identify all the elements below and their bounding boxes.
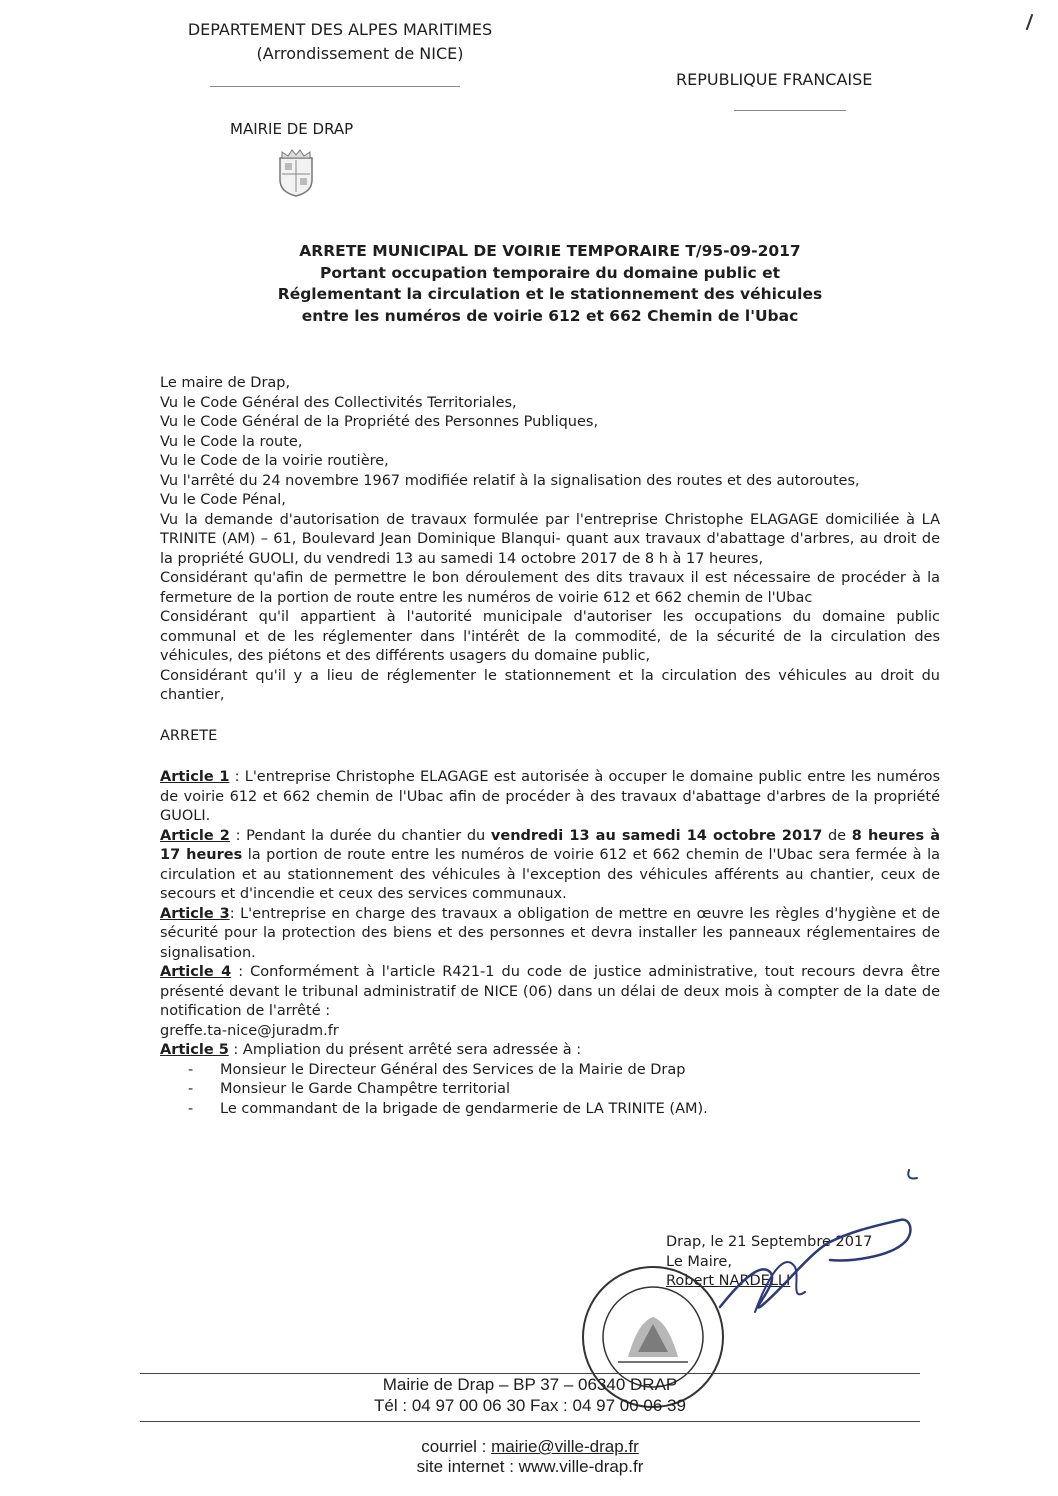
preamble-line: Considérant qu'il y a lieu de réglementer le stationnement et la circulation des véhicules au droit du chantier,: [160, 667, 940, 703]
article-4: [160, 963, 940, 1022]
article-2: [160, 827, 940, 905]
article-5: [160, 1041, 940, 1061]
preamble-line: Considérant qu'afin de permettre le bon déroulement des dits travaux il est nécessaire de procéder à la fermeture de la portion de route entre les numéros de voirie 612 et 662 chemin de l'Ubac: [160, 570, 940, 606]
article-1-text: : L'entreprise Christophe ELAGAGE est autorisée à occuper le domaine public entre les numéros de voirie 612 et 662 chemin de l'Ubac afin de procéder à des travaux d'abattage d'arbres de la propriété GUOLI.: [160, 769, 940, 824]
coat-of-arms-icon: [276, 148, 316, 198]
article-2-text-c: la portion de route entre les numéros de voirie 612 et 662 chemin de l'Ubac sera fermée à la circulation et au stationnement des véhicules à l'exception des véhicules afférents au chantier, ceux de secours et d'incendie et ceux des services communaux.: [160, 847, 940, 902]
website-link[interactable]: www.ville-drap.fr: [518, 1457, 644, 1476]
header-left: [140, 18, 540, 66]
signatory-name: Robert NARDELLI: [666, 1273, 791, 1289]
title-line-2: Portant occupation temporaire du domaine public et: [319, 263, 781, 282]
pen-mark-icon: [905, 1168, 919, 1184]
footer-divider-2: [140, 1421, 920, 1422]
preamble-line: Vu le Code la route,: [160, 433, 303, 450]
mairie-name: MAIRIE DE DRAP: [230, 120, 354, 138]
place-date: Drap, le 21 Septembre 2017: [666, 1234, 873, 1250]
arrete-heading: ARRETE: [160, 727, 218, 744]
article-3-text: : L'entreprise en charge des travaux a obligation de mettre en œuvre les règles d'hygiène et de sécurité pour la protection des biens et des personnes et devra installer les panneaux réglementaires de signalisation.: [160, 905, 940, 961]
court-email: greffe.ta-nice@juradm.fr: [160, 1022, 339, 1039]
title-line-3: Réglementant la circulation et le stationnement des véhicules: [277, 285, 823, 303]
article-2-label: Article 2: [160, 827, 230, 844]
title-line-4: entre les numéros de voirie 612 et 662 Chemin de l'Ubac: [301, 306, 799, 325]
republic-divider: [734, 110, 846, 111]
distribution-item: - Monsieur le Directeur Général des Services de la Mairie de Drap: [188, 1061, 686, 1078]
title-line-1: ARRETE MUNICIPAL DE VOIRIE TEMPORAIRE T/95-09-2017: [299, 242, 801, 260]
header-divider: [210, 86, 460, 87]
signatory-role: Le Maire,: [666, 1253, 732, 1270]
preamble-line: Vu le Code Pénal,: [160, 492, 286, 508]
footer-website: [140, 1457, 920, 1477]
article-2-hours: 8 heures à 17 heures: [160, 827, 940, 863]
preamble-line: Vu le Code Général des Collectivités Territoriales,: [160, 394, 517, 411]
article-4-text: : Conformément à l'article R421-1 du code de justice administrative, tout recours devra être présenté devant le tribunal administratif de NICE (06) dans un délai de deux mois à compter de la date de notification de l'arrêté :: [160, 964, 940, 1019]
email-label: courriel :: [421, 1437, 492, 1456]
preamble-line: Vu le Code Général de la Propriété des Personnes Publiques,: [160, 414, 599, 430]
footer-address: Mairie de Drap – BP 37 – 06340 DRAP: [382, 1375, 678, 1394]
footer-email: [140, 1437, 920, 1457]
article-1: [160, 768, 940, 827]
article-3: [160, 905, 940, 964]
article-4-label: Article 4: [160, 964, 232, 980]
preamble-line: Le maire de Drap,: [160, 375, 291, 391]
article-2-dates: vendredi 13 au samedi 14 octobre 2017: [490, 827, 823, 844]
distribution-item: - Monsieur le Garde Champêtre territorial: [188, 1081, 511, 1097]
article-3-label: Article 3: [160, 905, 230, 922]
footer-divider: [140, 1373, 920, 1374]
department-name: DEPARTEMENT DES ALPES MARITIMES: [187, 20, 493, 39]
decree-body: [160, 374, 940, 1119]
pen-mark-icon: [1024, 14, 1034, 30]
decree-title: [160, 241, 940, 327]
preamble-line: Vu la demande d'autorisation de travaux formulée par l'entreprise Christophe ELAGAGE domiciliée à LA TRINITE (AM) – 61, Boulevard Jean Dominique Blanqui- quant aux travaux d'abattage d'arbres, au droit de la propriété GUOLI, du vendredi 13 au samedi 14 octobre 2017 de 8 h à 17 heures,: [160, 511, 940, 567]
article-2-text-b: de: [822, 827, 852, 844]
republic-label: REPUBLIQUE FRANCAISE: [676, 70, 873, 89]
article-2-text: : Pendant la durée du chantier du: [229, 827, 491, 844]
arrondissement: (Arrondissement de NICE): [256, 44, 464, 63]
website-label: site internet :: [416, 1457, 519, 1476]
email-link[interactable]: mairie@ville-drap.fr: [491, 1437, 639, 1456]
preamble-line: Considérant qu'il appartient à l'autorité municipale d'autoriser les occupations du domaine public communal et de les réglementer dans l'intérêt de la commodité, de la sécurité de la circulation des véhicules, des piétons et des différents usagers du domaine public,: [160, 609, 940, 664]
footer-phone: Tél : 04 97 00 06 30 Fax : 04 97 00 06 39: [374, 1396, 686, 1415]
preamble-line: Vu le Code de la voirie routière,: [160, 453, 389, 469]
handwritten-signature-icon: [700, 1212, 920, 1322]
article-5-label: Article 5: [160, 1042, 229, 1058]
distribution-item: - Le commandant de la brigade de gendarmerie de LA TRINITE (AM).: [188, 1100, 708, 1117]
preamble-line: Vu l'arrêté du 24 novembre 1967 modifiée relatif à la signalisation des routes et des autoroutes,: [160, 472, 860, 489]
article-5-text: : Ampliation du présent arrêté sera adressée à :: [228, 1042, 582, 1058]
article-1-label: Article 1: [160, 769, 230, 785]
